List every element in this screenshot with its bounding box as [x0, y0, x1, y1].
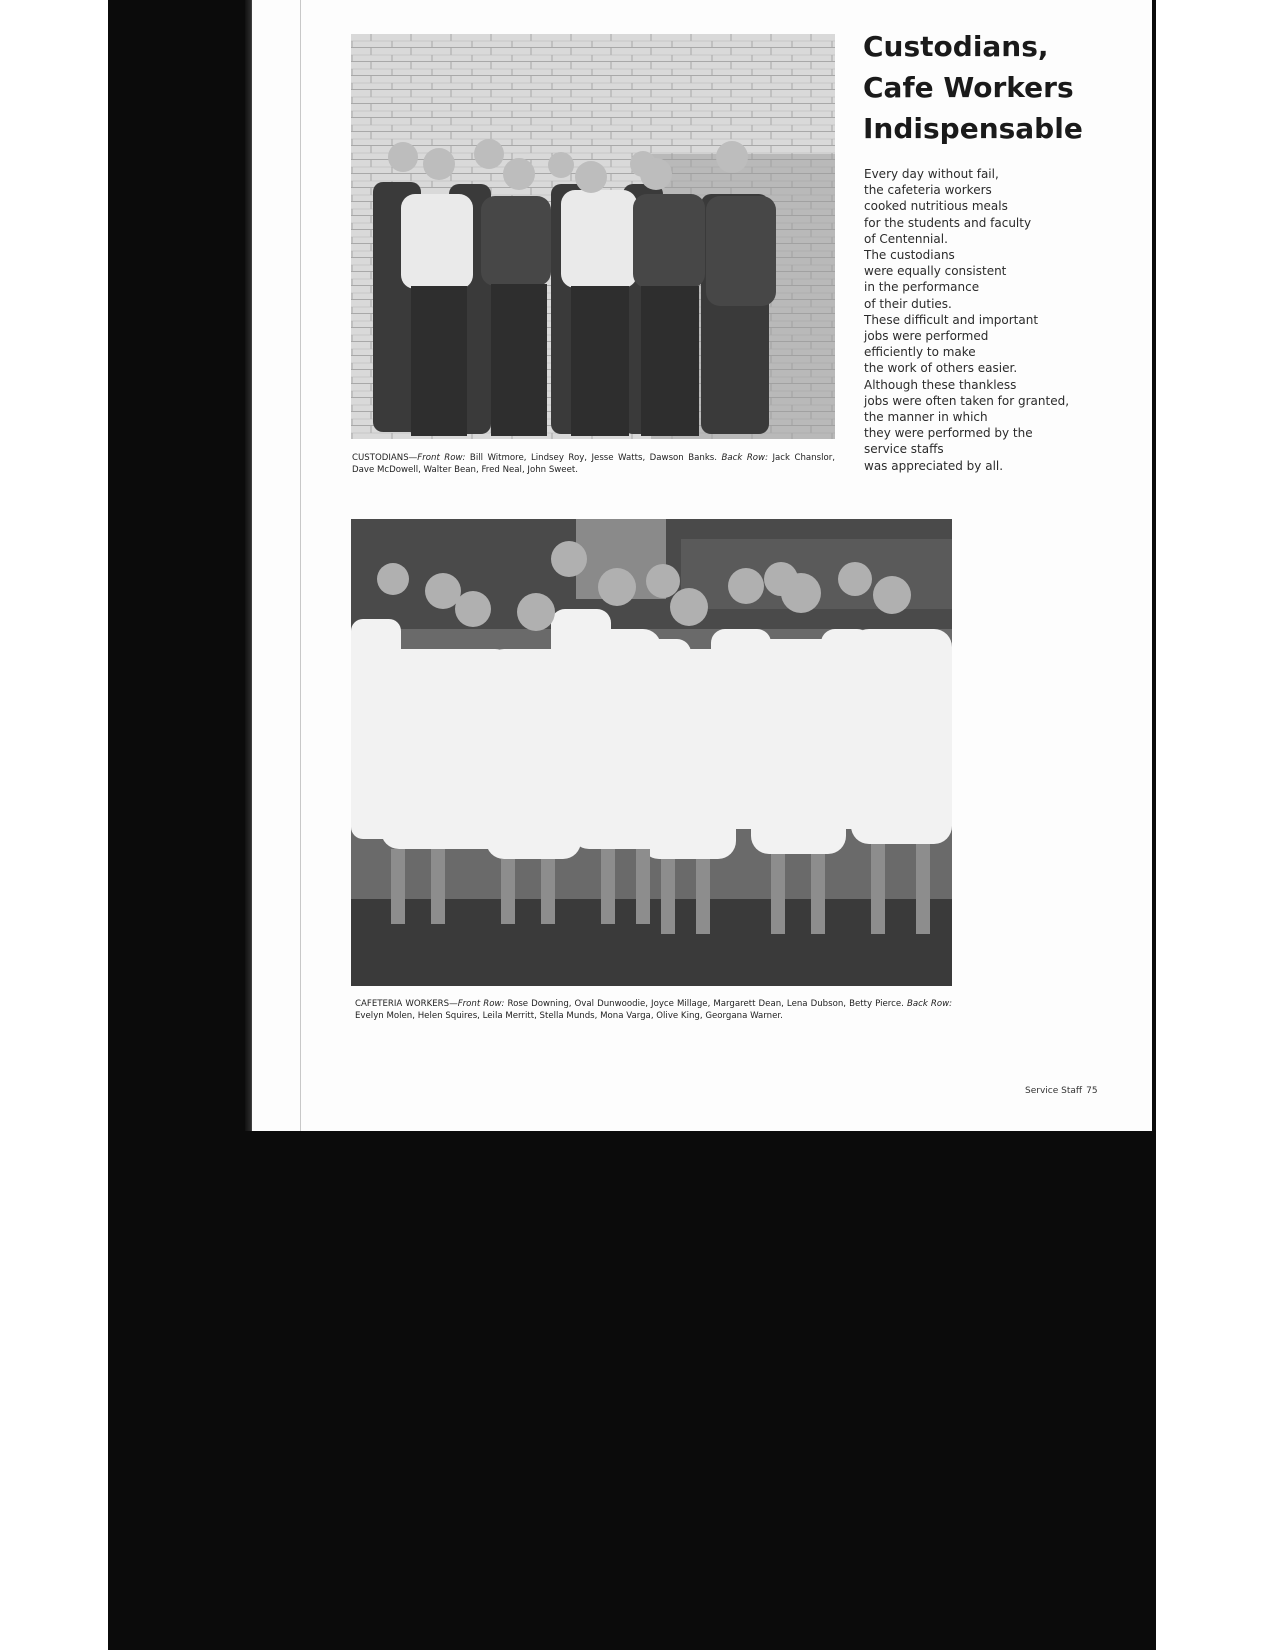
body-line: service staffs	[864, 442, 944, 457]
page-title	[863, 26, 1123, 149]
body-line: Although these thankless	[864, 377, 1017, 392]
title-line: Custodians,	[863, 30, 1049, 63]
custodians-photo	[351, 34, 835, 439]
body-line: jobs were performed	[864, 329, 989, 344]
cafeteria-caption: CAFETERIA WORKERS—Front Row: Rose Downing, Oval Dunwoodie, Joyce Millage, Margarett Dean, Lena Dubson, Betty Pierce. Back Row: Evelyn Molen, Helen Squires, Leila Merritt, Stella Munds, Mona Varga, Olive King, Georgana Warner.	[355, 999, 953, 1021]
body-line: the cafeteria workers	[864, 183, 992, 198]
body-line: jobs were often taken for granted,	[864, 393, 1070, 408]
binding-line	[300, 0, 301, 1131]
body-line: Every day without fail,	[864, 167, 999, 181]
body-line: These difficult and important	[864, 312, 1039, 327]
body-text	[864, 166, 1094, 474]
body-line: the work of others easier.	[864, 361, 1018, 376]
body-line: for the students and faculty	[864, 215, 1032, 230]
body-line: of their duties.	[864, 296, 952, 311]
body-line: cooked nutritious meals	[864, 199, 1008, 214]
body-line: efficiently to make	[864, 345, 976, 360]
body-line: was appreciated by all.	[864, 458, 1004, 473]
body-line: in the performance	[864, 280, 980, 295]
body-line: were equally consistent	[864, 264, 1007, 279]
body-line: the manner in which	[864, 410, 988, 425]
body-line: The custodians	[864, 248, 955, 263]
custodians-caption: CUSTODIANS—Front Row: Bill Witmore, Lindsey Roy, Jesse Watts, Dawson Banks. Back Row: Jack Chanslor, Dave McDowell, Walter Bean, Fred Neal, John Sweet.	[352, 453, 835, 475]
page-folio	[1025, 1086, 1098, 1096]
body-line: of Centennial.	[864, 231, 948, 246]
title-line: Indispensable	[863, 112, 1083, 145]
body-line: they were performed by the	[864, 426, 1033, 441]
title-line: Cafe Workers	[863, 71, 1074, 104]
folio-section: Service Staff	[1025, 1086, 1083, 1096]
cafeteria-workers-photo	[351, 519, 952, 986]
page-number: 75	[1086, 1086, 1098, 1096]
